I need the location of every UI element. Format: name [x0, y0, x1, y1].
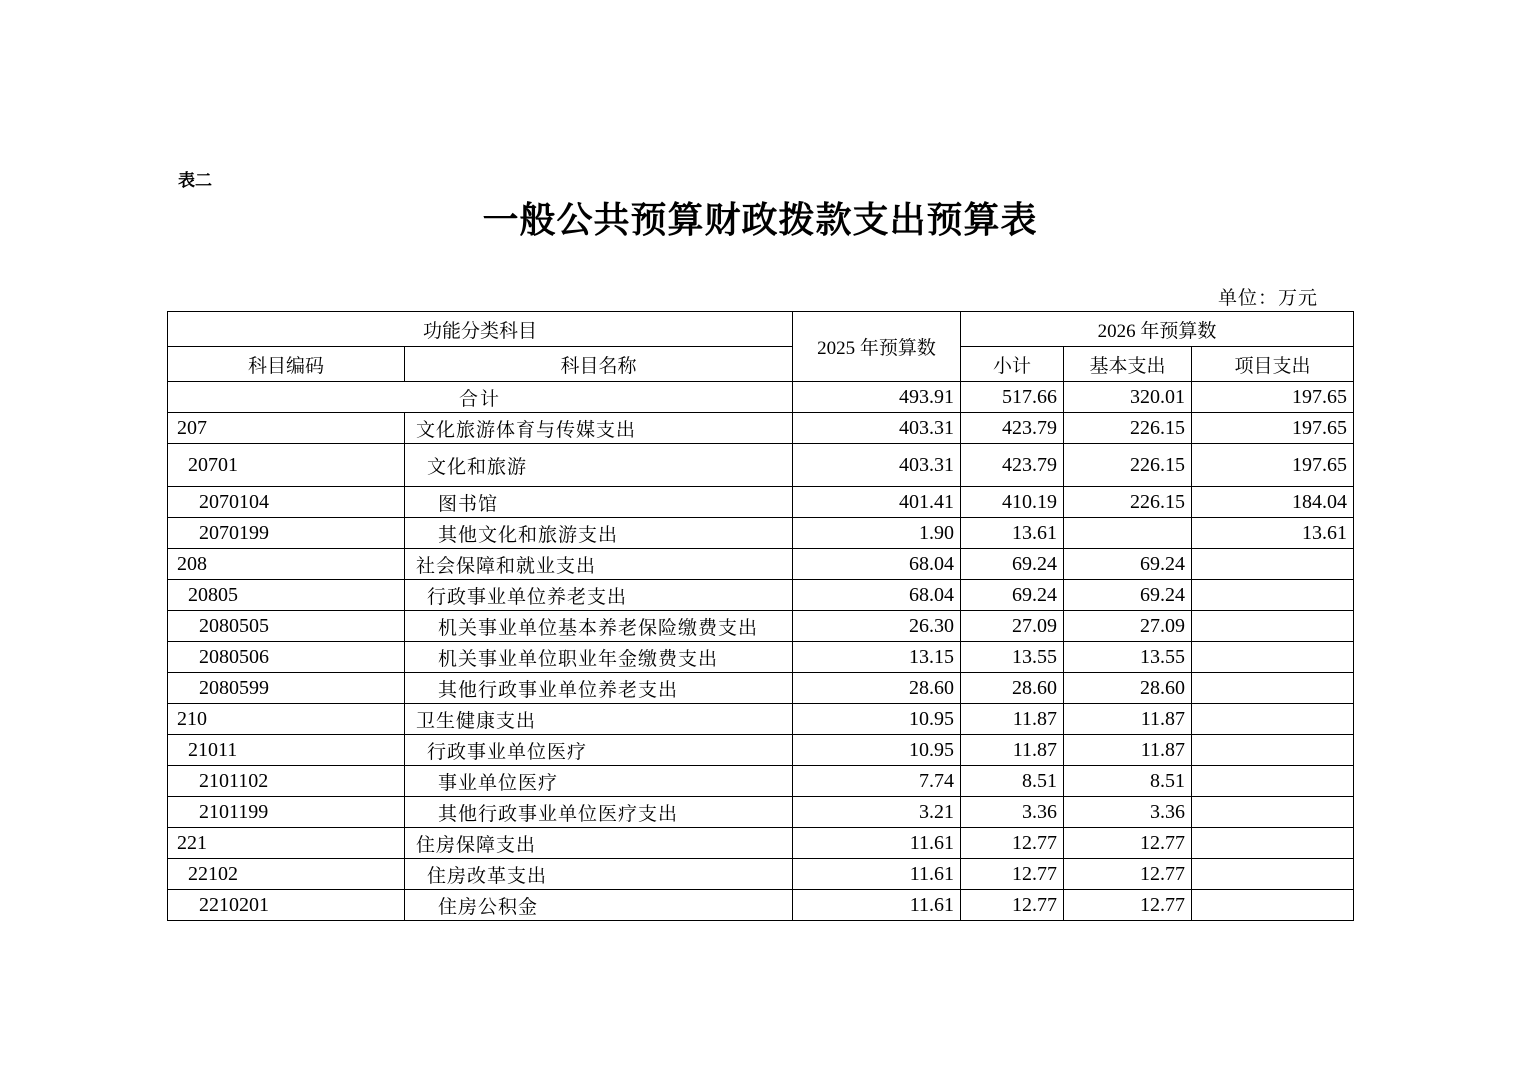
- project-expenditure-cell: [1192, 859, 1354, 890]
- subtotal-cell: 13.61: [961, 518, 1064, 549]
- table-row: [168, 735, 1354, 766]
- subject-code-cell: 207: [168, 413, 405, 444]
- project-expenditure-cell: [1192, 611, 1354, 642]
- subject-name-cell: 其他行政事业单位医疗支出: [405, 797, 793, 828]
- subtotal-cell: 410.19: [961, 487, 1064, 518]
- subtotal-cell: 11.87: [961, 735, 1064, 766]
- subject-name-cell: 机关事业单位职业年金缴费支出: [405, 642, 793, 673]
- project-expenditure-cell: [1192, 828, 1354, 859]
- table-row: [168, 444, 1354, 487]
- basic-expenditure-cell: 8.51: [1064, 766, 1192, 797]
- header-budget-2026: 2026 年预算数: [961, 312, 1354, 347]
- basic-expenditure-cell: 69.24: [1064, 549, 1192, 580]
- table-row: [168, 890, 1354, 921]
- total-label: 合计: [168, 382, 793, 413]
- subject-name-cell: 住房改革支出: [405, 859, 793, 890]
- basic-expenditure-cell: 226.15: [1064, 487, 1192, 518]
- basic-expenditure-cell: 12.77: [1064, 890, 1192, 921]
- table-row: [168, 766, 1354, 797]
- table-row: [168, 580, 1354, 611]
- project-expenditure-cell: [1192, 673, 1354, 704]
- basic-expenditure-cell: 13.55: [1064, 642, 1192, 673]
- subtotal-cell: 69.24: [961, 549, 1064, 580]
- subject-code-cell: 221: [168, 828, 405, 859]
- total-project: 197.65: [1192, 382, 1354, 413]
- subtotal-cell: 27.09: [961, 611, 1064, 642]
- basic-expenditure-cell: 12.77: [1064, 859, 1192, 890]
- subtotal-cell: 12.77: [961, 890, 1064, 921]
- project-expenditure-cell: [1192, 890, 1354, 921]
- budget-2025-cell: 68.04: [793, 580, 961, 611]
- subtotal-cell: 69.24: [961, 580, 1064, 611]
- subject-name-cell: 图书馆: [405, 487, 793, 518]
- budget-2025-cell: 11.61: [793, 828, 961, 859]
- subject-code-cell: 2080505: [168, 611, 405, 642]
- subject-code-cell: 2070199: [168, 518, 405, 549]
- subject-name-cell: 机关事业单位基本养老保险缴费支出: [405, 611, 793, 642]
- header-functional-category: 功能分类科目: [168, 312, 793, 347]
- project-expenditure-cell: 13.61: [1192, 518, 1354, 549]
- basic-expenditure-cell: 11.87: [1064, 735, 1192, 766]
- subtotal-cell: 11.87: [961, 704, 1064, 735]
- header-project-expenditure: 项目支出: [1192, 347, 1354, 382]
- subject-code-cell: 2080599: [168, 673, 405, 704]
- basic-expenditure-cell: 11.87: [1064, 704, 1192, 735]
- table-row: [168, 487, 1354, 518]
- subject-name-cell: 其他文化和旅游支出: [405, 518, 793, 549]
- subject-code-cell: 2070104: [168, 487, 405, 518]
- subject-name-cell: 其他行政事业单位养老支出: [405, 673, 793, 704]
- project-expenditure-cell: 184.04: [1192, 487, 1354, 518]
- basic-expenditure-cell: [1064, 518, 1192, 549]
- subject-name-cell: 文化和旅游: [405, 444, 793, 487]
- subject-code-cell: 2210201: [168, 890, 405, 921]
- total-basic: 320.01: [1064, 382, 1192, 413]
- total-budget-2025: 493.91: [793, 382, 961, 413]
- subtotal-cell: 12.77: [961, 859, 1064, 890]
- subject-code-cell: 20701: [168, 444, 405, 487]
- subtotal-cell: 423.79: [961, 444, 1064, 487]
- table-row: [168, 549, 1354, 580]
- subject-name-cell: 卫生健康支出: [405, 704, 793, 735]
- subject-code-cell: 2080506: [168, 642, 405, 673]
- budget-2025-cell: 68.04: [793, 549, 961, 580]
- subject-code-cell: 20805: [168, 580, 405, 611]
- budget-2025-cell: 11.61: [793, 859, 961, 890]
- header-budget-2025: 2025 年预算数: [793, 312, 961, 382]
- budget-2025-cell: 7.74: [793, 766, 961, 797]
- table-row: [168, 642, 1354, 673]
- table-row: [168, 859, 1354, 890]
- header-row-1: [168, 312, 1354, 347]
- budget-2025-cell: 10.95: [793, 704, 961, 735]
- subject-code-cell: 2101102: [168, 766, 405, 797]
- basic-expenditure-cell: 226.15: [1064, 444, 1192, 487]
- budget-2025-cell: 403.31: [793, 444, 961, 487]
- subject-name-cell: 文化旅游体育与传媒支出: [405, 413, 793, 444]
- subject-code-cell: 208: [168, 549, 405, 580]
- subject-name-cell: 住房保障支出: [405, 828, 793, 859]
- header-subject-name: 科目名称: [405, 347, 793, 382]
- table-number-label: 表二: [178, 171, 212, 191]
- basic-expenditure-cell: 69.24: [1064, 580, 1192, 611]
- table-row: [168, 704, 1354, 735]
- project-expenditure-cell: [1192, 704, 1354, 735]
- subject-name-cell: 住房公积金: [405, 890, 793, 921]
- project-expenditure-cell: [1192, 797, 1354, 828]
- subtotal-cell: 28.60: [961, 673, 1064, 704]
- basic-expenditure-cell: 12.77: [1064, 828, 1192, 859]
- table-row: [168, 828, 1354, 859]
- budget-2025-cell: 26.30: [793, 611, 961, 642]
- header-subtotal: 小计: [961, 347, 1064, 382]
- project-expenditure-cell: [1192, 766, 1354, 797]
- budget-2025-cell: 13.15: [793, 642, 961, 673]
- subtotal-cell: 8.51: [961, 766, 1064, 797]
- basic-expenditure-cell: 28.60: [1064, 673, 1192, 704]
- basic-expenditure-cell: 27.09: [1064, 611, 1192, 642]
- basic-expenditure-cell: 226.15: [1064, 413, 1192, 444]
- budget-table: [167, 311, 1354, 921]
- subtotal-cell: 423.79: [961, 413, 1064, 444]
- project-expenditure-cell: 197.65: [1192, 444, 1354, 487]
- header-basic-expenditure: 基本支出: [1064, 347, 1192, 382]
- project-expenditure-cell: [1192, 735, 1354, 766]
- total-row: [168, 382, 1354, 413]
- page-title: 一般公共预算财政拨款支出预算表: [482, 199, 1038, 241]
- basic-expenditure-cell: 3.36: [1064, 797, 1192, 828]
- subtotal-cell: 13.55: [961, 642, 1064, 673]
- header-subject-code: 科目编码: [168, 347, 405, 382]
- subtotal-cell: 12.77: [961, 828, 1064, 859]
- subtotal-cell: 3.36: [961, 797, 1064, 828]
- table-row: [168, 797, 1354, 828]
- budget-2025-cell: 11.61: [793, 890, 961, 921]
- budget-2025-cell: 3.21: [793, 797, 961, 828]
- total-subtotal: 517.66: [961, 382, 1064, 413]
- budget-2025-cell: 401.41: [793, 487, 961, 518]
- subject-code-cell: 2101199: [168, 797, 405, 828]
- subject-name-cell: 事业单位医疗: [405, 766, 793, 797]
- subject-code-cell: 22102: [168, 859, 405, 890]
- budget-2025-cell: 403.31: [793, 413, 961, 444]
- table-row: [168, 413, 1354, 444]
- project-expenditure-cell: [1192, 642, 1354, 673]
- header-row-2: [168, 347, 1354, 382]
- unit-label: 单位：万元: [1218, 287, 1319, 309]
- subject-code-cell: 21011: [168, 735, 405, 766]
- project-expenditure-cell: [1192, 549, 1354, 580]
- project-expenditure-cell: 197.65: [1192, 413, 1354, 444]
- subject-code-cell: 210: [168, 704, 405, 735]
- budget-2025-cell: 1.90: [793, 518, 961, 549]
- project-expenditure-cell: [1192, 580, 1354, 611]
- subject-name-cell: 社会保障和就业支出: [405, 549, 793, 580]
- table-row: [168, 611, 1354, 642]
- table-row: [168, 673, 1354, 704]
- table-row: [168, 518, 1354, 549]
- subject-name-cell: 行政事业单位养老支出: [405, 580, 793, 611]
- budget-2025-cell: 10.95: [793, 735, 961, 766]
- budget-2025-cell: 28.60: [793, 673, 961, 704]
- subject-name-cell: 行政事业单位医疗: [405, 735, 793, 766]
